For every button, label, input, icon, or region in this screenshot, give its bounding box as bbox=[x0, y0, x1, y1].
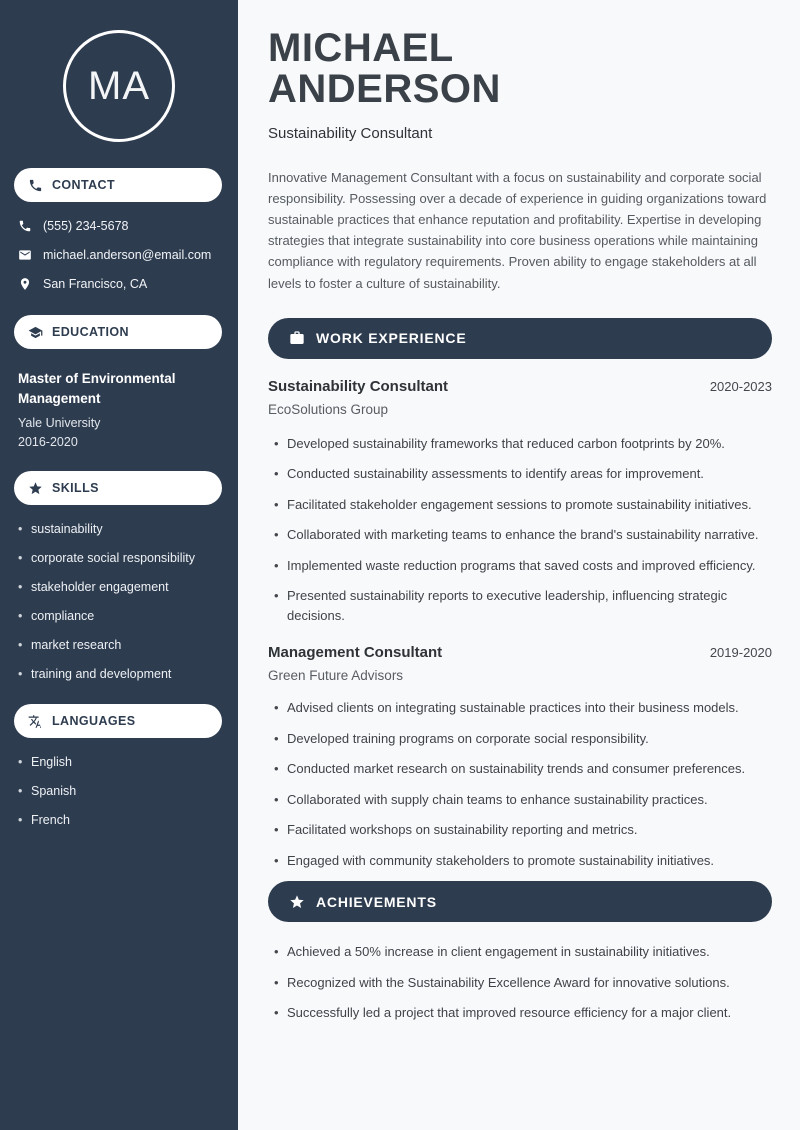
languages-section-title: LANGUAGES bbox=[52, 714, 136, 729]
languages-section-header bbox=[14, 704, 222, 738]
skill-item: • compliance bbox=[18, 608, 224, 625]
skill-item: • training and development bbox=[18, 666, 224, 683]
job-bullet: • Presented sustainability reports to executive leadership, influencing strategic decisions. bbox=[274, 586, 772, 625]
main-content bbox=[238, 0, 800, 1130]
avatar bbox=[63, 30, 175, 142]
graduation-cap-icon bbox=[28, 325, 43, 340]
star-icon bbox=[289, 894, 305, 910]
job-role: Management Consultant bbox=[268, 644, 443, 662]
education-section-title: EDUCATION bbox=[52, 325, 129, 339]
skill-item: • corporate social responsibility bbox=[18, 550, 224, 567]
work-experience-section-header bbox=[268, 318, 772, 359]
translate-icon bbox=[28, 714, 43, 729]
languages-list bbox=[18, 754, 224, 829]
contact-phone-value: (555) 234-5678 bbox=[43, 219, 129, 233]
job-bullet: • Engaged with community stakeholders to promote sustainability initiatives. bbox=[274, 851, 772, 871]
job-bullet: • Facilitated stakeholder engagement sessions to promote sustainability initiatives. bbox=[274, 495, 772, 515]
job-entry bbox=[268, 644, 772, 870]
phone-icon bbox=[18, 219, 32, 233]
contact-email-value: michael.anderson@email.com bbox=[43, 248, 212, 262]
contact-section-title: CONTACT bbox=[52, 178, 115, 192]
contact-phone bbox=[18, 219, 222, 233]
language-item: • English bbox=[18, 754, 224, 771]
briefcase-icon bbox=[289, 330, 305, 346]
job-bullet: • Developed sustainability frameworks that reduced carbon footprints by 20%. bbox=[274, 434, 772, 454]
job-dates: 2020-2023 bbox=[709, 378, 772, 394]
achievements-list bbox=[268, 942, 772, 1023]
job-company: EcoSolutions Group bbox=[268, 401, 389, 417]
language-item: • Spanish bbox=[18, 783, 224, 800]
education-section-header bbox=[14, 315, 222, 349]
achievement-bullet: • Successfully led a project that improved resource efficiency for a major client. bbox=[274, 1003, 772, 1023]
job-bullet: • Implemented waste reduction programs that saved costs and improved efficiency. bbox=[274, 556, 772, 576]
skill-item: • sustainability bbox=[18, 521, 224, 538]
contact-email bbox=[18, 248, 222, 262]
job-header bbox=[268, 644, 772, 661]
skills-list bbox=[18, 521, 224, 682]
phone-icon bbox=[28, 178, 43, 193]
contact-section-header bbox=[14, 168, 222, 202]
job-bullet-list bbox=[268, 434, 772, 626]
contact-list bbox=[18, 219, 222, 291]
education-school: Yale University bbox=[18, 416, 101, 431]
skill-item: • market research bbox=[18, 637, 224, 654]
star-icon bbox=[28, 481, 43, 496]
job-bullet: • Collaborated with marketing teams to enhance the brand's sustainability narrative. bbox=[274, 525, 772, 545]
job-company: Green Future Advisors bbox=[268, 668, 404, 684]
language-item: • French bbox=[18, 812, 224, 829]
education-degree: Master of Environmental Management bbox=[18, 371, 176, 406]
job-bullet: • Collaborated with supply chain teams to enhance sustainability practices. bbox=[274, 790, 772, 810]
achievement-bullet: • Achieved a 50% increase in client engagement in sustainability initiatives. bbox=[274, 942, 772, 962]
job-entry bbox=[268, 378, 772, 626]
candidate-name bbox=[268, 28, 772, 110]
candidate-job-title: Sustainability Consultant bbox=[268, 124, 433, 142]
contact-location bbox=[18, 277, 222, 291]
achievement-bullet: • Recognized with the Sustainability Excellence Award for innovative solutions. bbox=[274, 973, 772, 993]
job-header bbox=[268, 378, 772, 395]
summary-paragraph: Innovative Management Consultant with a focus on sustainability and corporate social responsibility. Possessing over a decade of experience in guiding organizations toward sustainable practices that enhance reputation and profitability. Expertise in developing strategies that integrate sustainability into core business operations while maintaining compliance with regulatory requirements. Proven ability to engage stakeholders at all levels to foster a culture of sustainability. bbox=[268, 169, 767, 291]
avatar-wrap bbox=[0, 30, 238, 142]
skills-section-header bbox=[14, 471, 222, 505]
job-dates: 2019-2020 bbox=[709, 645, 772, 661]
education-entry bbox=[18, 369, 222, 449]
first-name: MICHAEL bbox=[268, 26, 454, 70]
job-role: Sustainability Consultant bbox=[268, 377, 449, 395]
map-pin-icon bbox=[18, 277, 32, 291]
last-name: ANDERSON bbox=[268, 66, 501, 111]
job-bullet-list bbox=[268, 698, 772, 870]
job-bullet: • Conducted market research on sustainability trends and consumer preferences. bbox=[274, 759, 772, 779]
job-bullet: • Developed training programs on corporate social responsibility. bbox=[274, 729, 772, 749]
job-bullet: • Facilitated workshops on sustainability reporting and metrics. bbox=[274, 820, 772, 840]
skill-item: • stakeholder engagement bbox=[18, 579, 224, 596]
mail-icon bbox=[18, 248, 32, 262]
sidebar bbox=[0, 0, 238, 1130]
skills-section-title: SKILLS bbox=[52, 481, 99, 496]
work-experience-section-title: WORK EXPERIENCE bbox=[316, 330, 467, 347]
achievements-section-header bbox=[268, 881, 772, 922]
job-bullet: • Advised clients on integrating sustainable practices into their business models. bbox=[274, 698, 772, 718]
education-years: 2016-2020 bbox=[18, 435, 78, 450]
achievements-section-title: ACHIEVEMENTS bbox=[316, 893, 437, 910]
contact-location-value: San Francisco, CA bbox=[43, 277, 148, 291]
avatar-initials: MA bbox=[88, 63, 150, 108]
job-bullet: • Conducted sustainability assessments to identify areas for improvement. bbox=[274, 464, 772, 484]
